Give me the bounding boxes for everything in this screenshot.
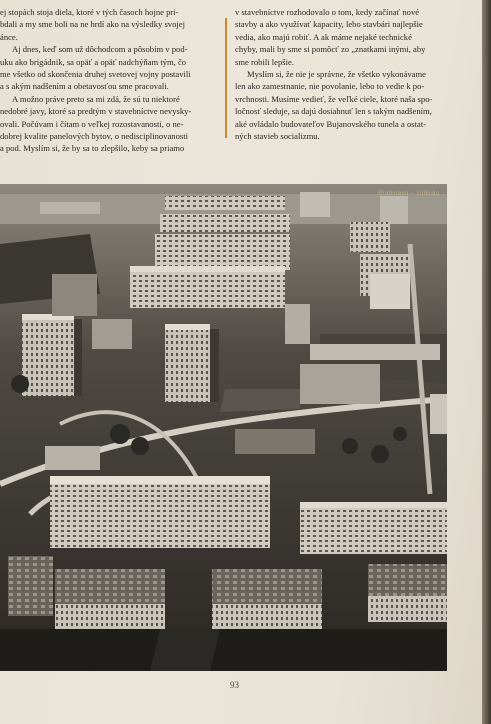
text-line: len ako zamestnanie, nie povolanie, lebo to vedie k po-	[235, 81, 425, 92]
page-number: 93	[230, 680, 239, 690]
text-line: vedia, ako majú robiť. A ak máme nejaké technické	[235, 31, 412, 42]
next-page-edge	[482, 0, 491, 724]
text-line: chyby, mali by sme si pomôcť zo „znatkami inými, aby	[235, 44, 426, 55]
text-line: Aj dnes, keď som už dôchodcom a pôsobím v pod-	[12, 44, 188, 55]
text-line: uku ako brigádnik, sa opäť a opäť nadchýňam tým, čo	[0, 56, 187, 67]
text-line: v stavebníctve rozhodovalo o tom, kedy začínať nové	[235, 7, 420, 17]
text-line: dobrej kvalite panelových bytov, o nedisciplinovanosti	[0, 131, 188, 142]
text-line: bdali a my sme boli na ne hrdí ako na výsledky svojej	[0, 19, 185, 30]
photo-caption: Bratislava – sídlisko	[378, 190, 440, 197]
text-line: ánce.	[0, 31, 18, 42]
text-line: vrchnosti. Musíme vedieť, že veľké ciele, ktoré naša spo-	[235, 93, 433, 104]
text-line: sme robili lepšie.	[235, 56, 294, 67]
text-line: ných stavieb socializmu.	[235, 131, 320, 142]
text-line: ej stopách stoja diela, ktoré v tých časoch hojne pri-	[0, 7, 179, 17]
text-line: Myslím si, že nie je správne, že všetko vykonávame	[247, 69, 426, 80]
text-column-right	[235, 6, 440, 142]
text-line: aké ovládalo budovateľov Bujanovského tunela a ostat-	[235, 118, 427, 129]
text-line: ovali. Počúvam i čítam o veľkej rozostavanosti, o ne-	[0, 118, 184, 129]
text-line: a pod. Myslím si, že by sa to zlepšilo, keby sa priamo	[0, 143, 185, 154]
text-line: a s akým nadšením a obetavosťou sme pracovali.	[0, 81, 169, 92]
aerial-photo	[0, 184, 447, 671]
text-line: me všetko od skončenia druhej svetovej vojny postavili	[0, 69, 191, 80]
text-line: A možno práve preto sa mi zdá, že sú tu niektoré	[12, 93, 180, 104]
text-line: nedobré javy, ktoré sa predtým v stavebníctve nevysky-	[0, 106, 192, 117]
text-line: stavby a ako využívať kapacity, lebo stavbári najlepšie	[235, 19, 423, 30]
column-divider	[225, 18, 227, 138]
text-column-left	[0, 6, 216, 155]
text-line: ločnosť sleduje, sa dajú dosiahnuť len s takým nadšením,	[235, 106, 432, 117]
